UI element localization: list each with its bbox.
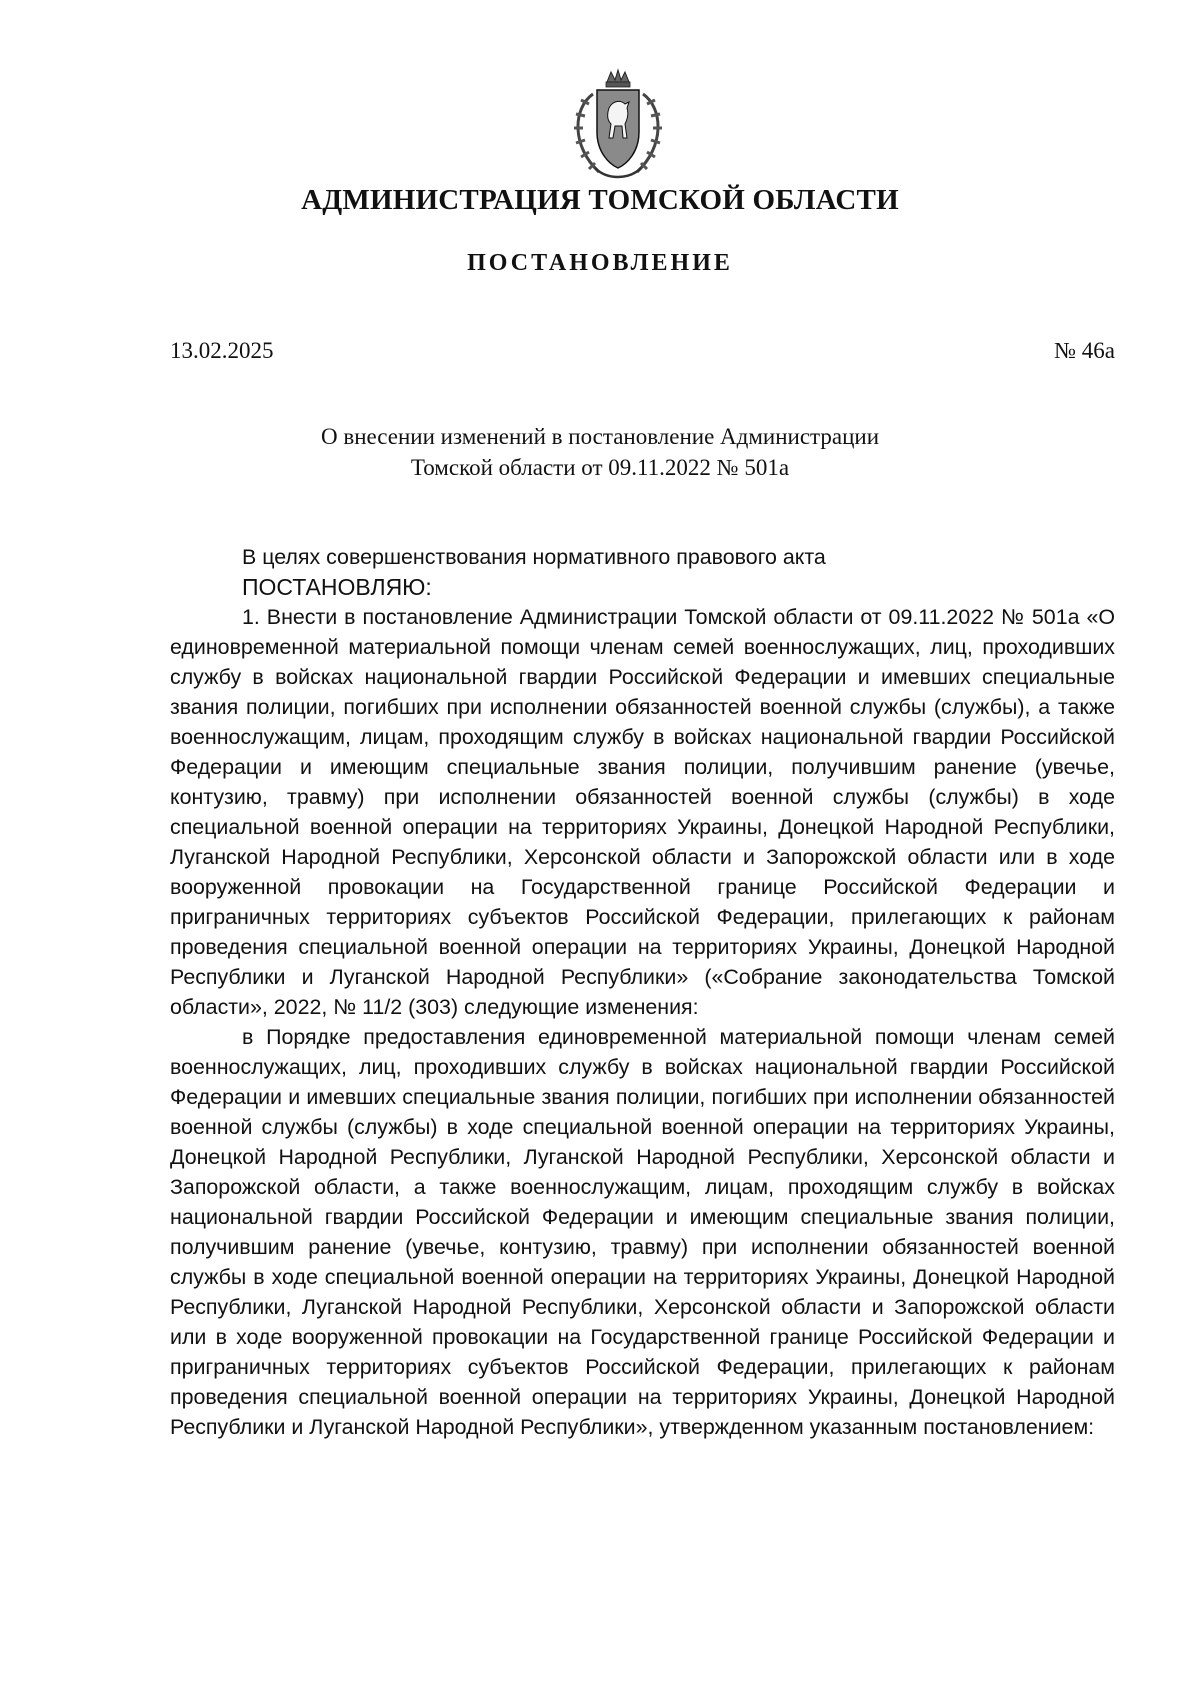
subject-line-1: О внесении изменений в постановление Администрации xyxy=(320,424,880,449)
document-type-heading: ПОСТАНОВЛЕНИЕ xyxy=(467,250,733,276)
document-subject xyxy=(0,421,1200,483)
document-number: № 46а xyxy=(1054,338,1115,363)
document-body xyxy=(170,542,1115,1442)
subject-line-2: Томской области от 09.11.2022 № 501а xyxy=(410,455,790,480)
document-date: 13.02.2025 xyxy=(170,338,274,363)
item-1-sub-paragraph: в Порядке предоставления единовременной материальной помощи членам семей военнослужащих, лиц, проходивших службу в войсках национальной гвардии Российской Федерации и имевших специальные звания полиции, погибших при исполнении обязанностей военной службы (службы) в ходе специальной военной операции на территориях Украины, Донецкой Народной Республики, Луганской Народной Республики, Херсонской области и Запорожской области, а также военнослужащим, лицам, проходящим службу в войсках национальной гвардии Российской Федерации и имеющим специальные звания полиции, получившим ранение (увечье, контузию, травму) при исполнении обязанностей военной службы в ходе специальной военной операции на территориях Украины, Донецкой Народной Республики, Луганской Народной Республики, Херсонской области и Запорожской области или в ходе вооруженной провокации на Государственной границе Российской Федерации и приграничных территориях субъектов Российской Федерации, прилегающих к районам проведения специальной военной операции на территориях Украины, Донецкой Народной Республики и Луганской Народной Республики», утвержденном указанным постановлением: xyxy=(170,1025,1115,1439)
tomsk-coat-of-arms-icon xyxy=(555,68,681,186)
decree-word: ПОСТАНОВЛЯЮ: xyxy=(242,574,432,600)
intro-paragraph: В целях совершенствования нормативного правового акта xyxy=(242,545,826,569)
organization-title: АДМИНИСТРАЦИЯ ТОМСКОЙ ОБЛАСТИ xyxy=(301,184,899,216)
item-1-paragraph: 1. Внести в постановление Администрации Томской области от 09.11.2022 № 501а «О единовременной материальной помощи членам семей военнослужащих, лиц, проходивших службу в войсках национальной гвардии Российской Федерации и имевших специальные звания полиции, погибших при исполнении обязанностей военной службы (службы), а также военнослужащим, лицам, проходящим службу в войсках национальной гвардии Российской Федерации и имеющим специальные звания полиции, получившим ранение (увечье, контузию, травму) при исполнении обязанностей военной службы (службы) в ходе специальной военной операции на территориях Украины, Донецкой Народной Республики, Луганской Народной Республики, Херсонской области и Запорожской области или в ходе вооруженной провокации на Государственной границе Российской Федерации и приграничных территориях субъектов Российской Федерации, прилегающих к районам проведения специальной военной операции на территориях Украины, Донецкой Народной Республики и Луганской Народной Республики» («Собрание законодательства Томской области», 2022, № 11/2 (303) следующие изменения: xyxy=(170,605,1115,1019)
